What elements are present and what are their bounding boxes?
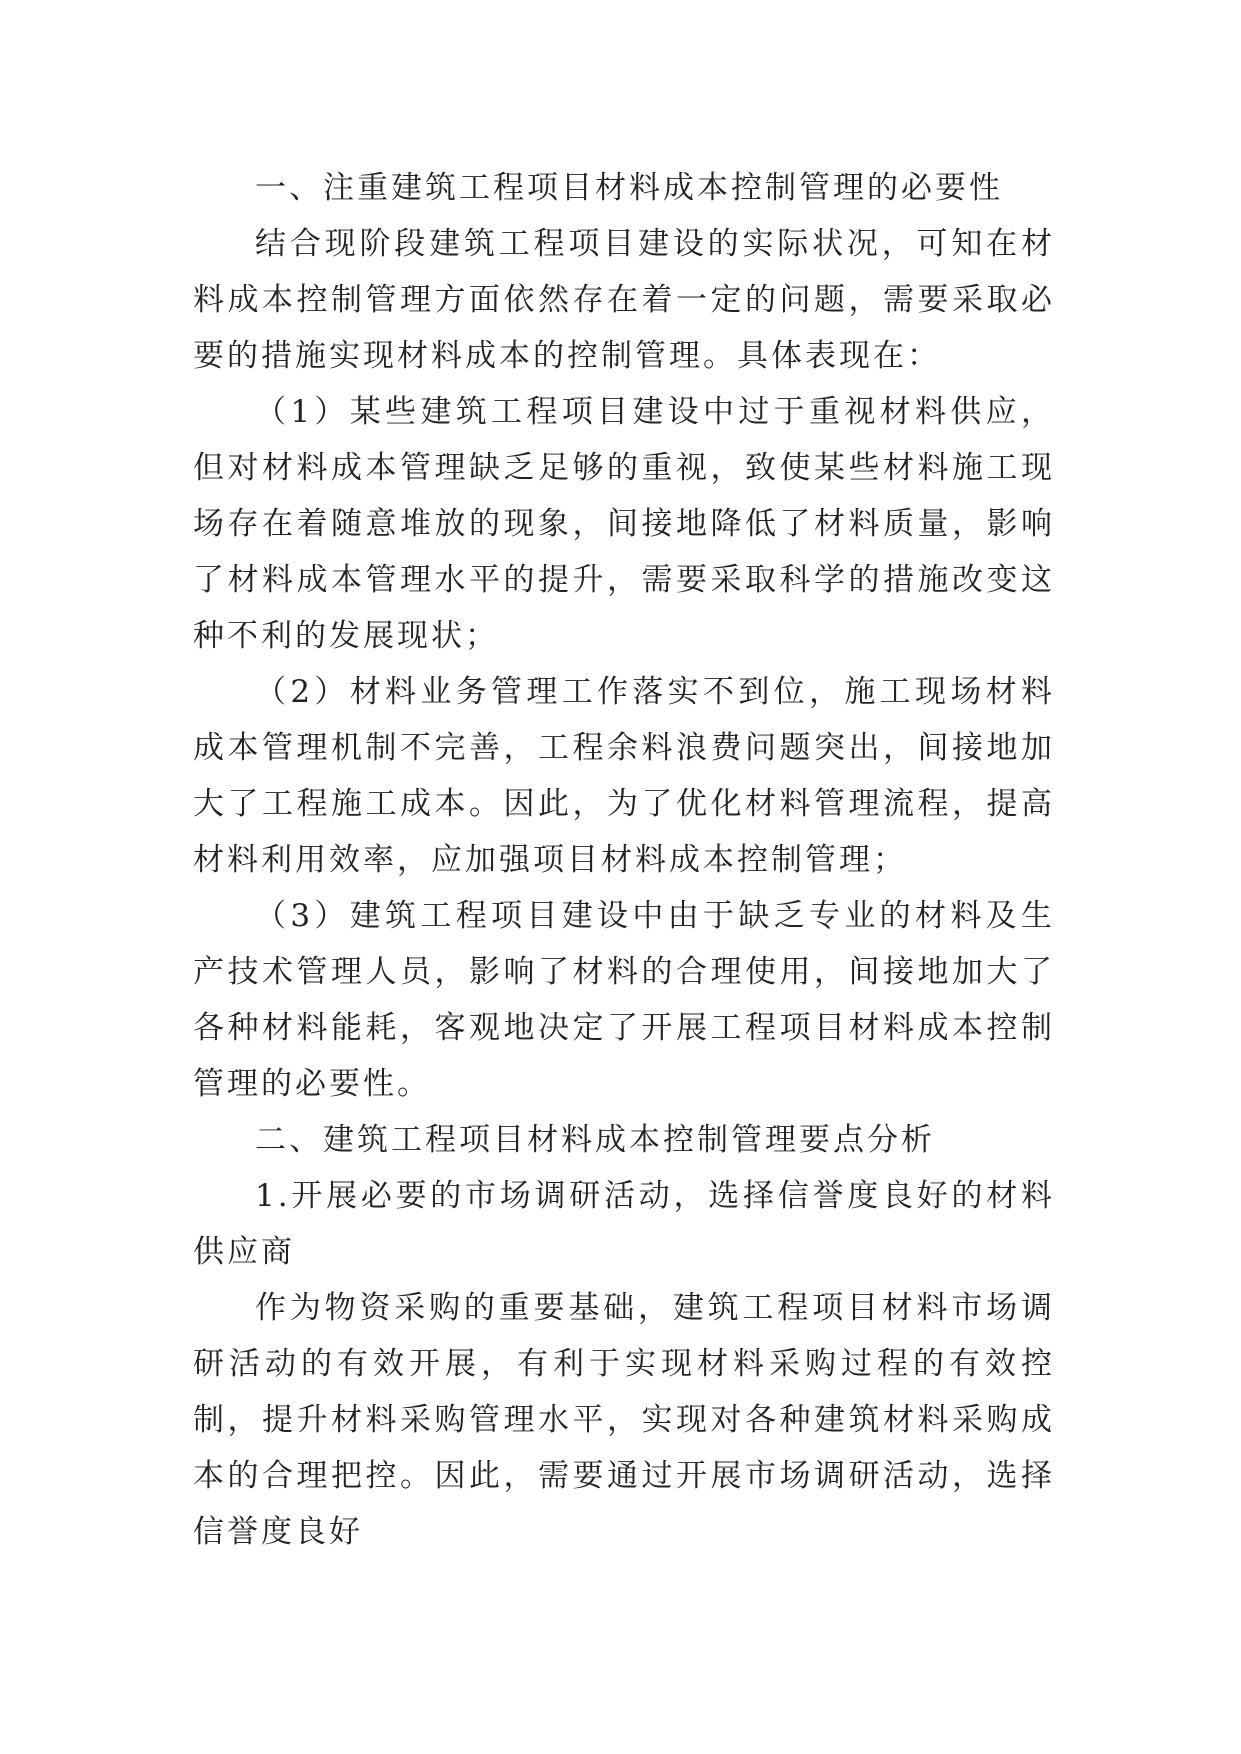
paragraph-point-2: （2）材料业务管理工作落实不到位，施工现场材料成本管理机制不完善，工程余料浪费问题突出，间接地加大了工程施工成本。因此，为了优化材料管理流程，提高材料利用效率，应加强项目材料成本控制管理； <box>193 674 1055 878</box>
section-heading-2: 二、建筑工程项目材料成本控制管理要点分析 <box>255 1122 935 1158</box>
paragraph-intro: 结合现阶段建筑工程项目建设的实际状况，可知在材料成本控制管理方面依然存在着一定的问题，需要采取必要的措施实现材料成本的控制管理。具体表现在： <box>193 226 1055 374</box>
paragraph-point-3: （3）建筑工程项目建设中由于缺乏专业的材料及生产技术管理人员，影响了材料的合理使用，间接地加大了各种材料能耗，客观地决定了开展工程项目材料成本控制管理的必要性。 <box>193 898 1055 1102</box>
subsection-heading-1: 1.开展必要的市场调研活动，选择信誉度良好的材料供应商 <box>193 1178 1055 1270</box>
section-heading-1: 一、注重建筑工程项目材料成本控制管理的必要性 <box>255 170 1003 206</box>
paragraph-market-research: 作为物资采购的重要基础，建筑工程项目材料市场调研活动的有效开展，有利于实现材料采购过程的有效控制，提升材料采购管理水平，实现对各种建筑材料采购成本的合理把控。因此，需要通过开展市场调研活动，选择信誉度良好 <box>193 1290 1055 1550</box>
paragraph-point-1: （1）某些建筑工程项目建设中过于重视材料供应，但对材料成本管理缺乏足够的重视，致使某些材料施工现场存在着随意堆放的现象，间接地降低了材料质量，影响了材料成本管理水平的提升，需要采取科学的措施改变这种不利的发展现状； <box>193 394 1055 654</box>
document-body <box>193 160 1055 1560</box>
